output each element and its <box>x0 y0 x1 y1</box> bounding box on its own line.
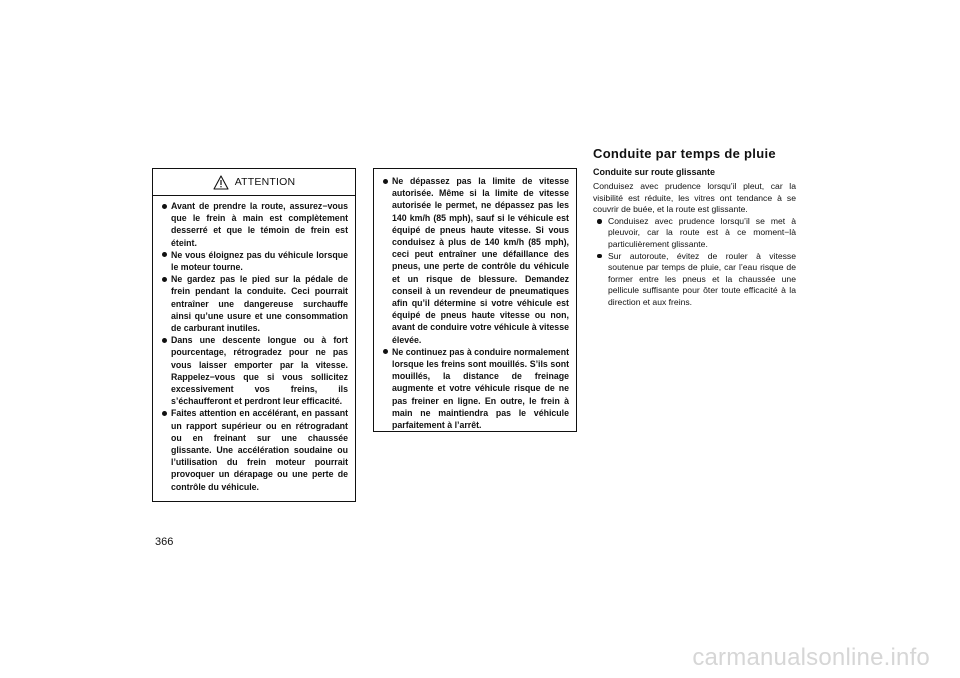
section-title: Conduite par temps de pluie <box>593 146 776 161</box>
attention-item: Avant de prendre la route, assurez−vous que le frein à main est complètement desserré et que le témoin de frein est éteint. <box>162 200 348 249</box>
attention-continued-item: Ne continuez pas à conduire normalement lorsque les freins sont mouillés. S’ils sont mouillés, la distance de freinage augmente et votre véhicule risque de ne pas freiner en ligne. En outre, le frein à main ne maintiendra pas le véhicule parfaitement à l’arrêt. <box>383 346 569 431</box>
section-intro: Conduisez avec prudence lorsqu’il pleut, car la visibilité est réduite, les vitres ont tendance à se couvrir de buée, et la route est glissante. <box>593 181 796 215</box>
page-number: 366 <box>155 536 174 548</box>
attention-list <box>153 196 355 493</box>
attention-header <box>153 169 355 196</box>
attention-item: Dans une descente longue ou à fort pourcentage, rétrogradez pour ne pas vous laisser emporter par la vitesse. Rappelez−vous que si vous sollicitez excessivement vos freins, ils s’échaufferont et perdront leur efficacité. <box>162 334 348 407</box>
rain-tip-item: Sur autoroute, évitez de rouler à vitesse soutenue par temps de pluie, car l’eau risque de former entre les pneus et la chaussée une pellicule suffisante pour ôter toute efficacité à la direction et aux freins. <box>597 251 796 309</box>
attention-continued-item: Ne dépassez pas la limite de vitesse autorisée. Même si la limite de vitesse autorisée le permet, ne dépassez pas les 140 km/h (85 mph), sauf si le véhicule est équipé de pneus haute vitesse. Si vous conduisez à plus de 140 km/h (85 mph), ceci peut entraîner une défaillance des pneus, une perte de contrôle du véhicule et un risque de blessure. Demandez conseil à un revendeur de pneumatiques afin qu’il détermine si votre véhicule est équipé de pneus haute vitesse ou non, avant de conduire votre véhicule à vitesse élevée. <box>383 175 569 346</box>
rain-tip-item: Conduisez avec prudence lorsqu’il se met à pleuvoir, car la route est à ce moment−là particulièrement glissante. <box>597 216 796 251</box>
warning-triangle-icon <box>213 175 229 190</box>
attention-box <box>152 168 356 502</box>
rain-section <box>593 166 796 309</box>
section-subtitle: Conduite sur route glissante <box>593 167 716 177</box>
attention-item: Ne gardez pas le pied sur la pédale de frein pendant la conduite. Ceci pourrait entraîner une dangereuse surchauffe ainsi qu’une usure et une consommation de carburant inutiles. <box>162 273 348 334</box>
attention-continued-list <box>374 169 576 431</box>
watermark: carmanualsonline.info <box>692 644 930 671</box>
attention-title: ATTENTION <box>234 176 296 188</box>
attention-continued-box <box>373 168 577 432</box>
attention-item: Faites attention en accélérant, en passant un rapport supérieur ou en rétrogradant ou en freinant sur une chaussée glissante. Une accélération soudaine ou l’utilisation du frein moteur pourrait provoquer un dérapage ou une perte de contrôle du véhicule. <box>162 407 348 492</box>
attention-item: Ne vous éloignez pas du véhicule lorsque le moteur tourne. <box>162 249 348 273</box>
rain-tips-list <box>593 216 796 309</box>
